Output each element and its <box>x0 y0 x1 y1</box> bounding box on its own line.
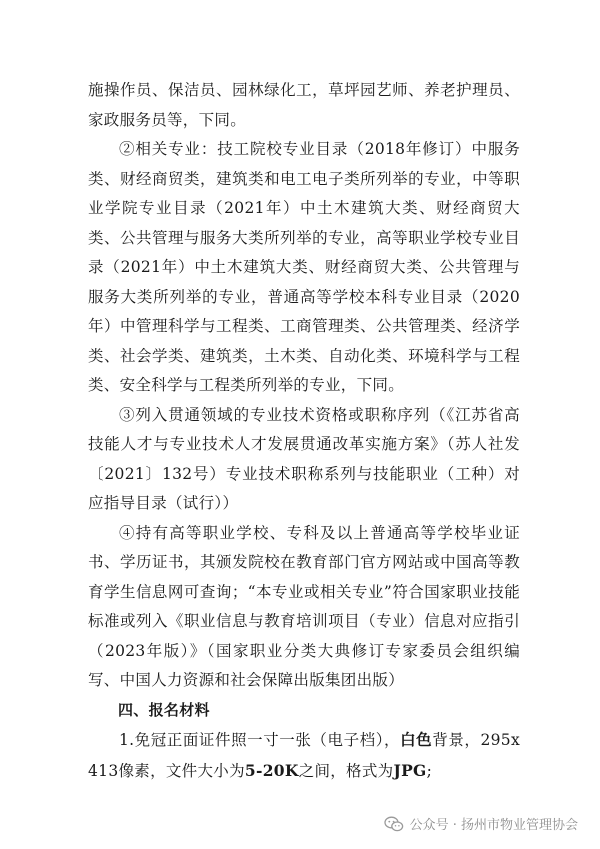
paragraph-diploma-requirements: ④持有高等职业学校、专科及以上普通高等学校毕业证书、学历证书，其颁发院校在教育部门官方网站或中国高等教育学生信息网可查询；“本专业或相关专业”符合国家职业技能标准或列入《职业信息与教育培训项目（专业）信息对应指引（2023年版）》（国家职业分类大典修订专家委员会组织编写、中国人力资源和社会保障出版集团出版） <box>88 523 520 689</box>
photo-req-text-4: ; <box>426 761 433 780</box>
wechat-watermark <box>384 814 578 833</box>
photo-req-text-3: 之间，格式为 <box>298 761 394 780</box>
photo-req-text-2: 背景，295x413像素，文件大小为 <box>88 731 520 780</box>
wechat-icon <box>384 816 404 832</box>
watermark-text: 公众号 · 扬州市物业管理协会 <box>409 818 578 833</box>
photo-req-bold-format: JPG <box>393 760 427 780</box>
document-body <box>88 76 520 786</box>
photo-req-bold-white: 白色 <box>400 730 433 749</box>
photo-req-bold-size: 5-20K <box>244 760 299 780</box>
paragraph-professional-titles: ③列入贯通领域的专业技术资格或职称序列（《江苏省高技能人才与专业技术人才发展贯通改革实施方案》（苏人社发〔2021〕132号）专业技术职称系列与技能职业（工种）对应指导目录（试行）） <box>88 405 520 512</box>
paragraph-photo-requirements <box>88 725 520 786</box>
paragraph-related-majors: ②相关专业：技工院校专业目录（2018年修订）中服务类、财经商贸类，建筑类和电工电子类所列举的专业，中等职业学院专业目录（2021年）中土木建筑大类、财经商贸大类、公共管理与服务大类所列举的专业，高等职业学校专业目录（2021年）中土木建筑大类、财经商贸大类、公共管理与服务大类所列举的专业，普通高等学校本科专业目录（2020年）中管理科学与工程类、工商管理类、公共管理类、经济学类、社会学类、建筑类，土木类、自动化类、环境科学与工程类、安全科学与工程类所列举的专业，下同。 <box>88 140 520 394</box>
paragraph-occupations-continued: 施操作员、保洁员、园林绿化工，草坪园艺师、养老护理员、家政服务员等，下同。 <box>88 81 520 129</box>
photo-req-text-1: 1.免冠正面证件照一寸一张（电子档）， <box>119 731 401 749</box>
section-heading-registration-materials: 四、报名材料 <box>118 700 210 719</box>
